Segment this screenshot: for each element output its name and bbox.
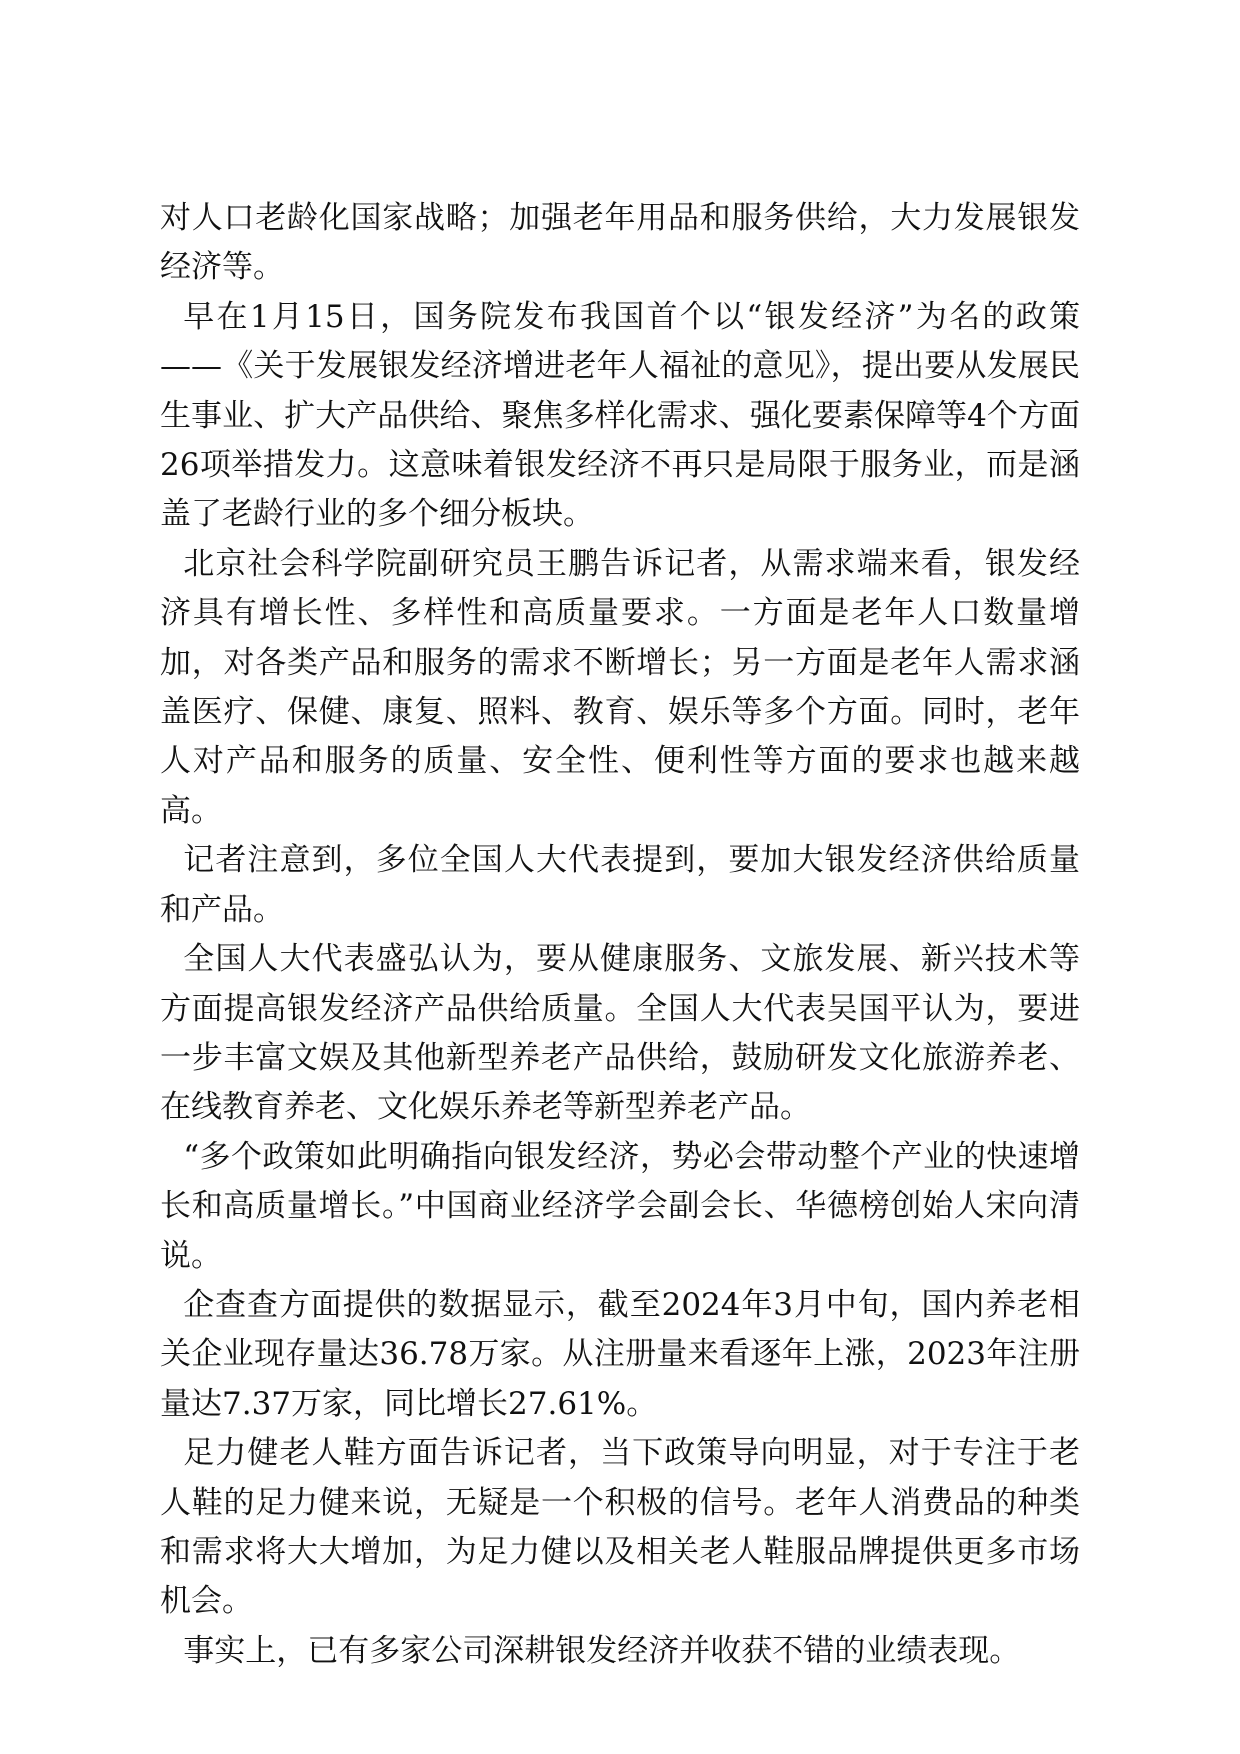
paragraph-6: “多个政策如此明确指向银发经济，势必会带动整个产业的快速增长和高质量增长。”中国商业经济学会副会长、华德榜创始人宋向清说。 [160, 1138, 1080, 1274]
paragraph-2: 早在1月15日，国务院发布我国首个以“银发经济”为名的政策——《关于发展银发经济增进老年人福祉的意见》，提出要从发展民生事业、扩大产品供给、聚焦多样化需求、强化要素保障等4个方面26项举措发力。这意味着银发经济不再只是局限于服务业，而是涵盖了老龄行业的多个细分板块。 [160, 298, 1080, 533]
paragraph-9: 事实上，已有多家公司深耕银发经济并收获不错的业绩表现。 [183, 1632, 1021, 1669]
paragraph-4: 记者注意到，多位全国人大代表提到，要加大银发经济供给质量和产品。 [160, 842, 1080, 928]
document-page [160, 194, 1080, 1694]
paragraph-1: 对人口老龄化国家战略；加强老年用品和服务供给，大力发展银发经济等。 [160, 200, 1080, 286]
paragraph-3: 北京社会科学院副研究员王鹏告诉记者，从需求端来看，银发经济具有增长性、多样性和高质量要求。一方面是老年人口数量增加，对各类产品和服务的需求不断增长；另一方面是老年人需求涵盖医疗、保健、康复、照料、教育、娱乐等多个方面。同时，老年人对产品和服务的质量、安全性、便利性等方面的要求也越来越高。 [160, 545, 1080, 829]
paragraph-5: 全国人大代表盛弘认为，要从健康服务、文旅发展、新兴技术等方面提高银发经济产品供给质量。全国人大代表吴国平认为，要进一步丰富文娱及其他新型养老产品供给，鼓励研发文化旅游养老、在线教育养老、文化娱乐养老等新型养老产品。 [160, 941, 1080, 1126]
paragraph-7: 企查查方面提供的数据显示，截至2024年3月中旬，国内养老相关企业现存量达36.78万家。从注册量来看逐年上涨，2023年注册量达7.37万家，同比增长27.61%。 [160, 1286, 1080, 1422]
paragraph-8: 足力健老人鞋方面告诉记者，当下政策导向明显，对于专注于老人鞋的足力健来说，无疑是一个积极的信号。老年人消费品的种类和需求将大大增加，为足力健以及相关老人鞋服品牌提供更多市场机会。 [160, 1435, 1080, 1620]
